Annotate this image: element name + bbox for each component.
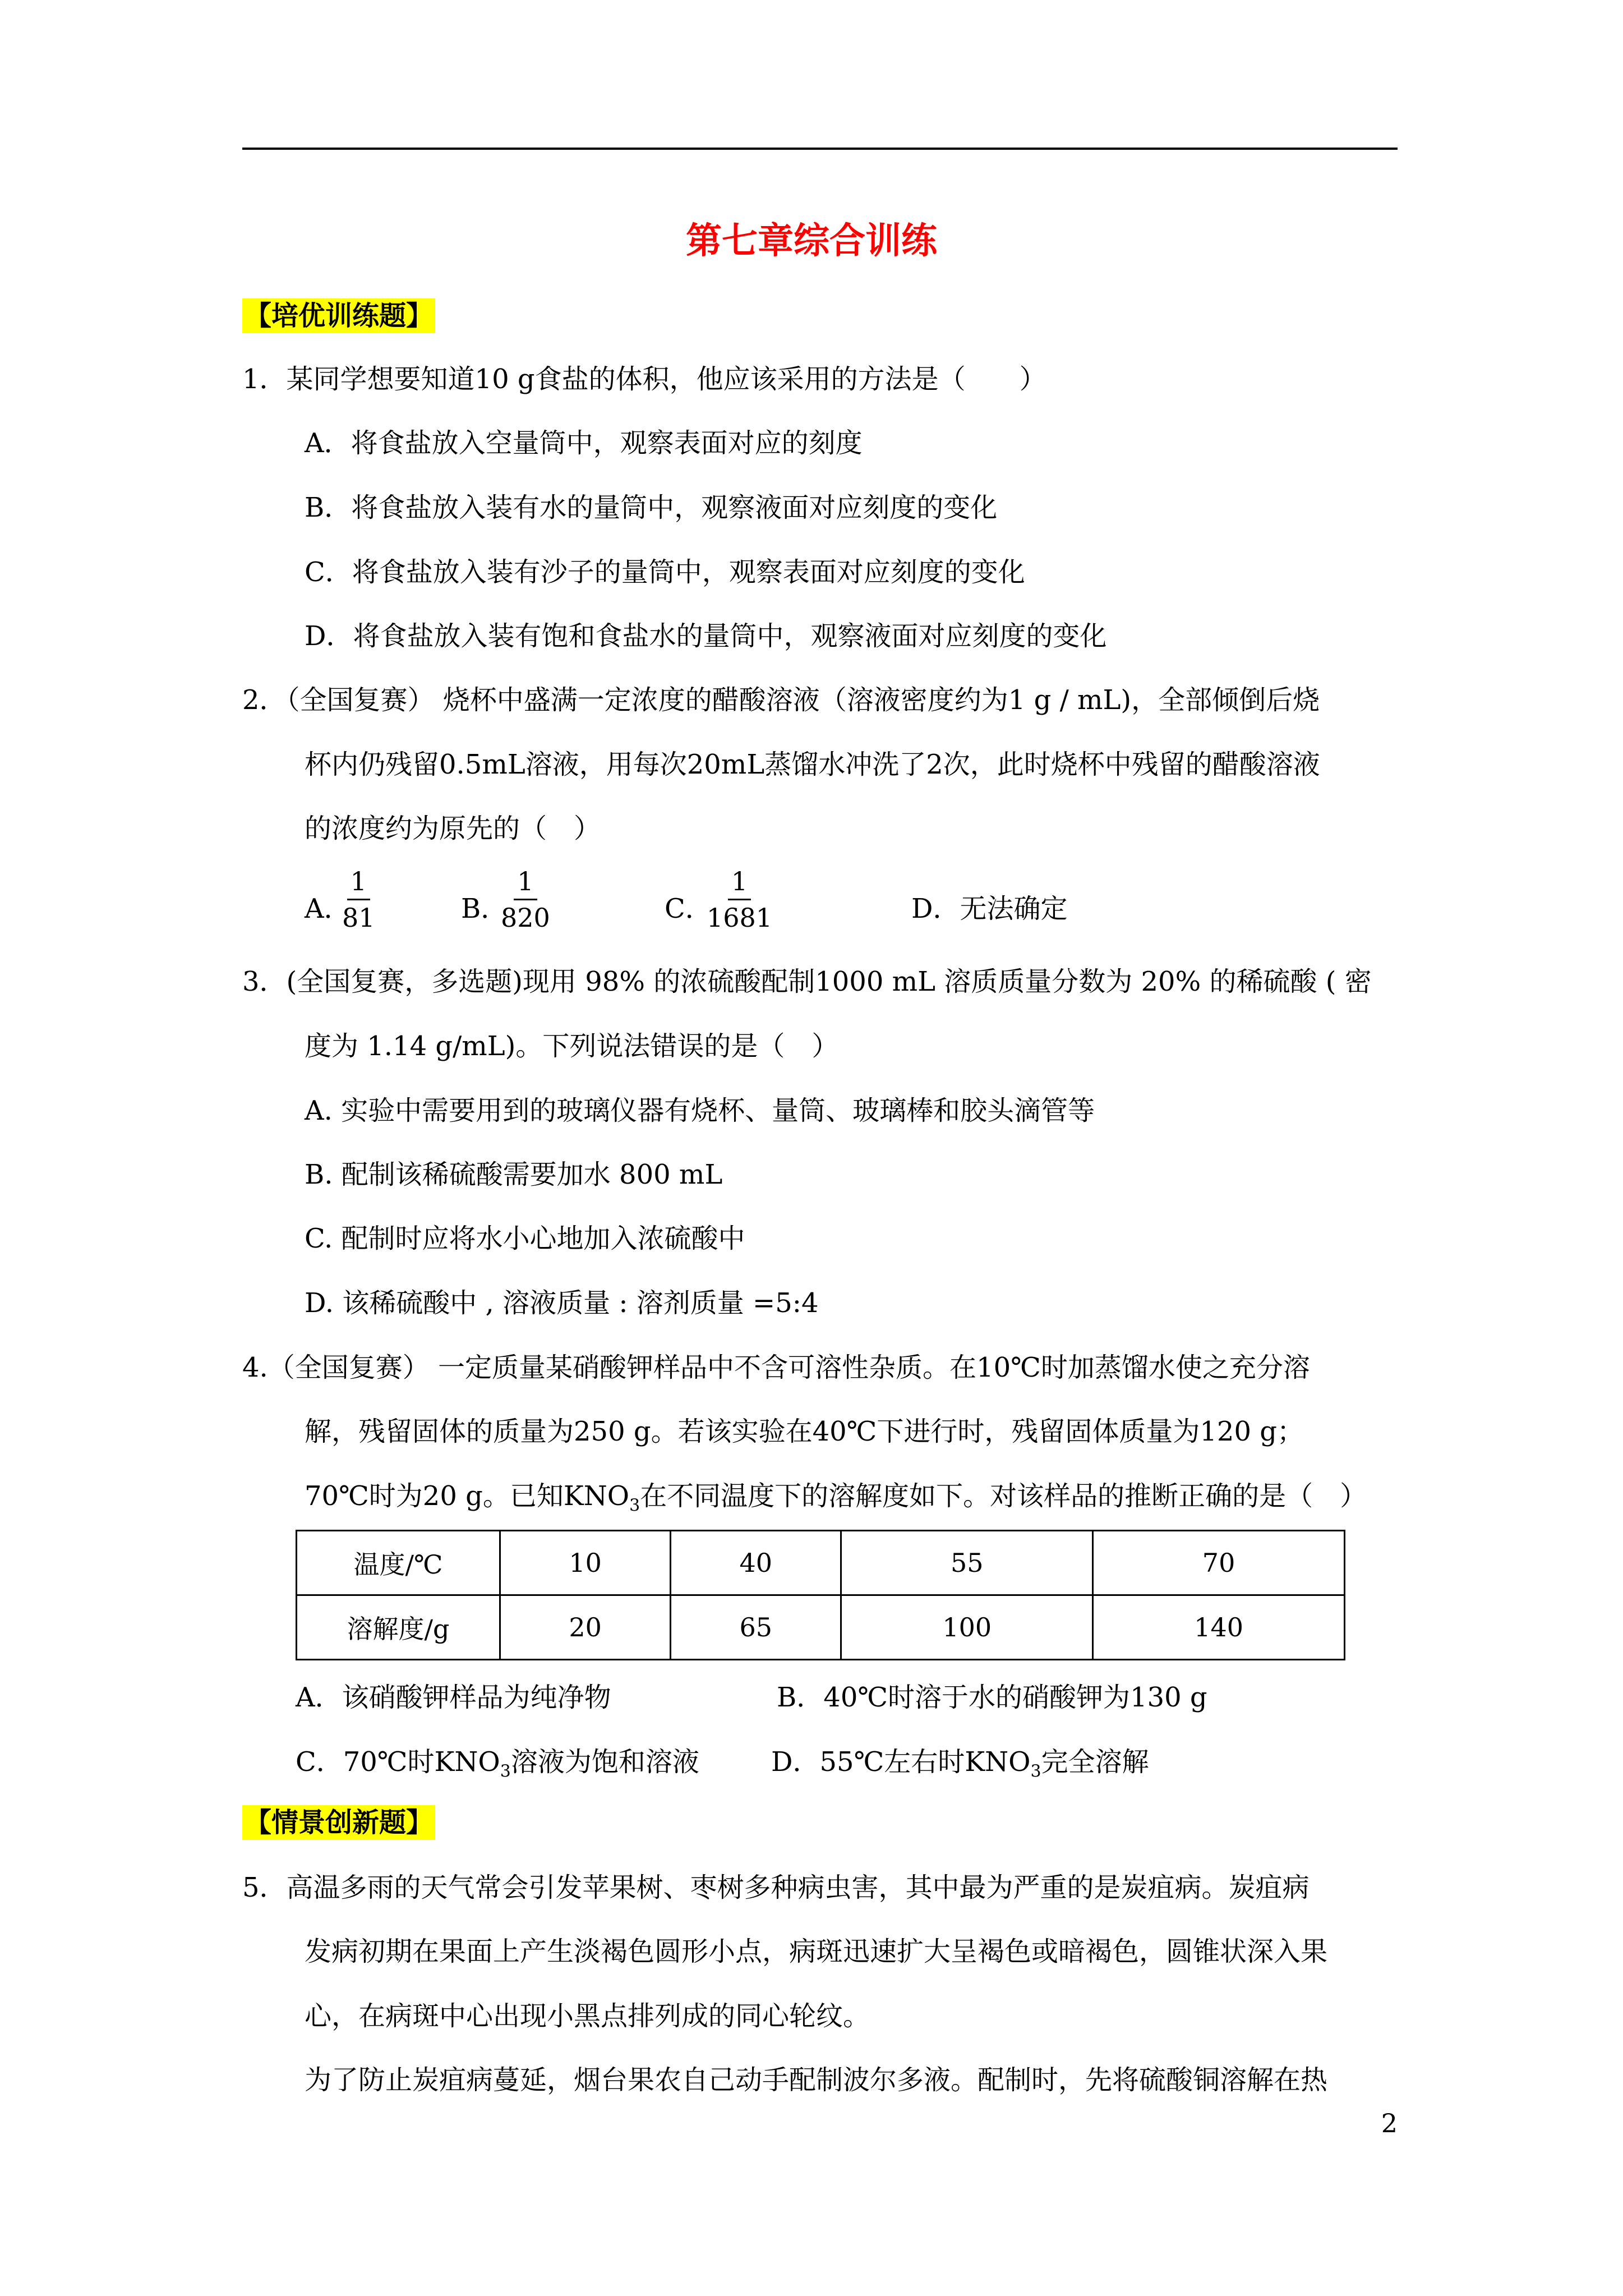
q2-option-a-fraction	[342, 864, 375, 935]
table-cell: 55	[841, 1531, 1093, 1595]
q2-stem-line3: 的浓度约为原先的（ ）	[305, 813, 601, 844]
table-header-cell: 溶解度/g	[297, 1595, 500, 1660]
table-row	[297, 1531, 1345, 1595]
solubility-table	[296, 1530, 1345, 1660]
q5-line1: 5．高温多雨的天气常会引发苹果树、枣树多种病虫害，其中最为严重的是炭疽病。炭疽病	[242, 1872, 1310, 1903]
table-cell: 100	[841, 1595, 1093, 1660]
q4-option-c-subscript: 3	[500, 1761, 511, 1782]
q5-line4: 为了防止炭疽病蔓延，烟台果农自己动手配制波尔多液。配制时，先将硫酸铜溶解在热	[305, 2064, 1328, 2096]
table-cell: 140	[1093, 1595, 1345, 1660]
section-heading-scenario: 【情景创新题】	[242, 1805, 435, 1840]
fraction-denominator: 81	[342, 903, 375, 933]
q2-stem-line1: 2．（全国复赛） 烧杯中盛满一定浓度的醋酸溶液（溶液密度约为1 g / mL)，全部倾倒后烧	[242, 684, 1320, 716]
fraction-denominator: 1681	[707, 903, 773, 933]
table-cell: 10	[500, 1531, 671, 1595]
q4-option-a: A．该硝酸钾样品为纯净物	[296, 1682, 611, 1713]
q2-option-b-label: B．	[461, 893, 508, 924]
fraction-numerator: 1	[728, 864, 751, 900]
q3-stem-line2: 度为 1.14 g/mL)。下列说法错误的是（ ）	[305, 1030, 839, 1062]
q4-option-d-pre: D．55℃左右时KNO	[771, 1746, 1031, 1778]
page-number: 2	[1381, 2108, 1398, 2138]
q4-stem-line1: 4.（全国复赛） 一定质量某硝酸钾样品中不含可溶性杂质。在10℃时加蒸馏水使之充分溶	[242, 1352, 1310, 1383]
q4-stem-line3	[305, 1479, 1367, 1523]
q1-option-d: D．将食盐放入装有饱和食盐水的量筒中，观察液面对应刻度的变化	[305, 620, 1107, 652]
q3-option-b: B. 配制该稀硫酸需要加水 800 mL	[305, 1159, 723, 1190]
fraction-numerator: 1	[347, 864, 370, 900]
table-cell: 20	[500, 1595, 671, 1660]
q4-option-c-pre: C．70℃时KNO	[296, 1746, 500, 1778]
q3-option-a: A. 实验中需要用到的玻璃仪器有烧杯、量筒、玻璃棒和胶头滴管等	[305, 1095, 1095, 1126]
table-cell: 65	[671, 1595, 841, 1660]
q4-stem-line3-subscript: 3	[629, 1496, 640, 1516]
q4-stem-line2: 解，残留固体的质量为250 g。若该实验在40℃下进行时，残留固体质量为120 g；	[305, 1416, 1304, 1447]
table-cell: 40	[671, 1531, 841, 1595]
table-header-cell: 温度/℃	[297, 1531, 500, 1595]
q2-option-b-fraction	[501, 864, 550, 935]
q3-option-c: C. 配制时应将水小心地加入浓硫酸中	[305, 1223, 745, 1254]
q5-line3: 心，在病斑中心出现小黑点排列成的同心轮纹。	[305, 2000, 870, 2032]
table-cell: 70	[1093, 1531, 1345, 1595]
q1-option-a: A．将食盐放入空量筒中，观察表面对应的刻度	[305, 427, 863, 459]
section-heading-advanced: 【培优训练题】	[242, 298, 435, 333]
q3-option-d: D. 该稀硫酸中 , 溶液质量 : 溶剂质量 =5:4	[305, 1287, 819, 1319]
q2-option-a-label: A．	[305, 893, 351, 924]
q1-option-b: B．将食盐放入装有水的量筒中，观察液面对应刻度的变化	[305, 492, 998, 523]
table-row	[297, 1595, 1345, 1660]
q2-option-c-fraction	[707, 864, 772, 935]
q4-option-b: B．40℃时溶于水的硝酸钾为130 g	[777, 1682, 1207, 1713]
q3-stem-line1: 3．(全国复赛，多选题)现用 98% 的浓硫酸配制1000 mL 溶质质量分数为 20% 的稀硫酸 ( 密	[242, 966, 1372, 997]
q1-stem: 1．某同学想要知道10 g食盐的体积，他应该采用的方法是（ ）	[242, 364, 1046, 395]
q2-option-d: D．无法确定	[911, 893, 1068, 924]
q4-option-d-post: 完全溶解	[1041, 1746, 1149, 1778]
q2-option-c-label: C．	[665, 893, 712, 924]
q1-option-c: C．将食盐放入装有沙子的量筒中，观察表面对应刻度的变化	[305, 556, 1025, 588]
q4-stem-line3-pre: 70℃时为20 g。已知KNO	[305, 1480, 630, 1512]
fraction-denominator: 820	[501, 903, 550, 933]
q4-option-c-post: 溶液为饱和溶液	[510, 1746, 699, 1778]
q5-line2: 发病初期在果面上产生淡褐色圆形小点，病斑迅速扩大呈褐色或暗褐色，圆锥状深入果	[305, 1936, 1328, 1967]
page-title: 第七章综合训练	[686, 220, 937, 262]
q2-stem-line2: 杯内仍残留0.5mL溶液，用每次20mL蒸馏水冲洗了2次，此时烧杯中残留的醋酸溶液	[305, 749, 1320, 780]
q4-option-d	[771, 1745, 1149, 1789]
header-rule	[242, 148, 1398, 150]
q4-option-d-subscript: 3	[1030, 1761, 1041, 1782]
q4-option-c	[296, 1745, 699, 1789]
fraction-numerator: 1	[514, 864, 537, 900]
q4-stem-line3-post: 在不同温度下的溶解度如下。对该样品的推断正确的是（ ）	[640, 1480, 1367, 1512]
